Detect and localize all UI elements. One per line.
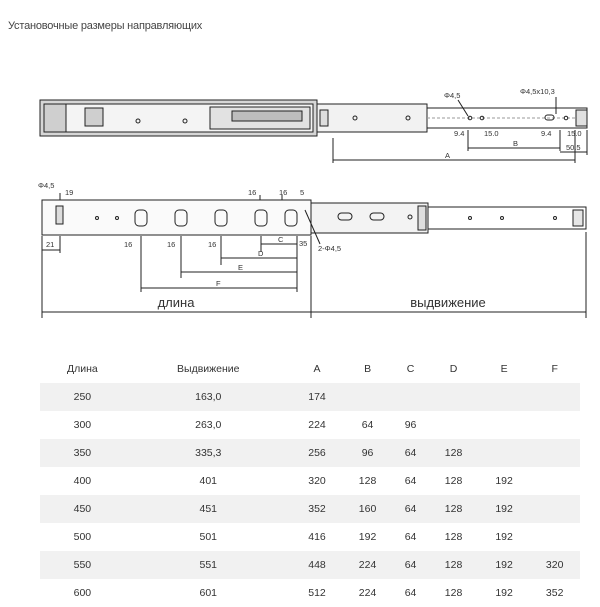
dim-b-label: B bbox=[513, 139, 519, 148]
table-cell: 192 bbox=[495, 531, 513, 543]
table-cell: 96 bbox=[404, 419, 417, 431]
table-cell: 128 bbox=[444, 447, 463, 459]
table-cell bbox=[428, 411, 479, 439]
table-cell: 64 bbox=[404, 475, 417, 487]
table-cell: 551 bbox=[199, 559, 218, 571]
table-cell: 450 bbox=[73, 503, 92, 515]
extension-label: выдвижение bbox=[410, 295, 486, 310]
table-cell: 352 bbox=[308, 503, 326, 515]
dim-5: 5 bbox=[300, 188, 305, 197]
dim-9-4-a: 9.4 bbox=[454, 129, 465, 138]
rail-stop bbox=[320, 110, 328, 126]
table-cell: 64 bbox=[404, 587, 417, 599]
dim-16-b: 16 bbox=[279, 188, 288, 197]
table-cell: 192 bbox=[495, 587, 513, 599]
left-hole-label: Φ4,5 bbox=[38, 181, 55, 190]
table-cell: 64 bbox=[404, 559, 417, 571]
rail-extension-side bbox=[428, 207, 586, 229]
dim-9-4-b: 9.4 bbox=[541, 129, 552, 138]
table-cell bbox=[428, 383, 479, 411]
header-extension: Выдвижение bbox=[177, 363, 240, 375]
table-cell: 250 bbox=[73, 391, 92, 403]
dim-16-e: 16 bbox=[208, 240, 217, 249]
right-holes-label: 2-Φ4,5 bbox=[318, 244, 342, 253]
table-cell bbox=[393, 383, 428, 411]
dim-35: 35 bbox=[299, 239, 308, 248]
table-cell: 320 bbox=[545, 559, 564, 571]
table-cell bbox=[529, 439, 580, 467]
table-row bbox=[40, 439, 580, 467]
table-cell: 501 bbox=[199, 531, 218, 543]
slot-dimension-label: Φ4,5x10,3 bbox=[520, 87, 555, 96]
rail-middle-side bbox=[311, 203, 428, 233]
table-cell: 401 bbox=[199, 475, 218, 487]
table-cell: 300 bbox=[73, 419, 92, 431]
dim-16-d: 16 bbox=[167, 240, 176, 249]
table-cell: 192 bbox=[495, 559, 513, 571]
table-row bbox=[40, 523, 580, 551]
header-c: C bbox=[406, 363, 415, 375]
table-cell bbox=[342, 383, 393, 411]
dim-e-label: E bbox=[238, 263, 244, 272]
table-cell: 64 bbox=[404, 503, 417, 515]
table-cell: 400 bbox=[73, 475, 92, 487]
table-cell: 256 bbox=[308, 447, 326, 459]
table-cell: 500 bbox=[73, 531, 92, 543]
table-cell: 416 bbox=[308, 531, 326, 543]
table-header-row bbox=[40, 355, 580, 383]
table-cell bbox=[529, 523, 580, 551]
length-label: длина bbox=[157, 295, 195, 310]
table-cell: 224 bbox=[358, 587, 377, 599]
table-cell: 128 bbox=[358, 475, 377, 487]
table-cell: 163,0 bbox=[195, 391, 222, 403]
table-cell bbox=[479, 439, 530, 467]
dim-c-label: C bbox=[278, 235, 284, 244]
header-e: E bbox=[500, 363, 508, 375]
table-cell: 600 bbox=[73, 587, 92, 599]
table-cell: 128 bbox=[444, 475, 463, 487]
header-f: F bbox=[551, 363, 558, 375]
rail-outer-side bbox=[42, 200, 311, 235]
rail-ball-cage bbox=[85, 108, 103, 126]
table-cell bbox=[529, 467, 580, 495]
dim-50-5: 50.5 bbox=[566, 143, 581, 152]
table-cell: 128 bbox=[444, 531, 463, 543]
table-cell: 350 bbox=[73, 447, 92, 459]
table-cell: 550 bbox=[73, 559, 92, 571]
table-cell: 192 bbox=[358, 531, 377, 543]
table-cell: 192 bbox=[495, 503, 513, 515]
dim-a-label: A bbox=[445, 151, 451, 160]
table-row bbox=[40, 411, 580, 439]
table-cell: 601 bbox=[199, 587, 218, 599]
table-cell: 192 bbox=[495, 475, 513, 487]
table-cell: 128 bbox=[444, 587, 463, 599]
table-row bbox=[40, 495, 580, 523]
dim-15-a: 15.0 bbox=[484, 129, 499, 138]
dimensions-table bbox=[40, 355, 580, 607]
table-cell: 335,3 bbox=[195, 447, 222, 459]
page-title: Установочные размеры направляющих bbox=[8, 20, 203, 32]
table-row bbox=[40, 383, 580, 411]
rail-slot bbox=[232, 111, 302, 121]
dim-21: 21 bbox=[46, 240, 55, 249]
table-cell: 64 bbox=[361, 419, 374, 431]
table-cell bbox=[529, 383, 580, 411]
header-length: Длина bbox=[67, 363, 98, 375]
table-cell bbox=[529, 411, 580, 439]
table-cell bbox=[479, 383, 530, 411]
dim-16-a: 16 bbox=[248, 188, 257, 197]
table-cell bbox=[479, 411, 530, 439]
dim-d-label: D bbox=[258, 249, 264, 258]
dim-19: 19 bbox=[65, 188, 74, 197]
table-cell: 174 bbox=[308, 391, 326, 403]
table-cell bbox=[529, 495, 580, 523]
dim-f-label: F bbox=[216, 279, 221, 288]
table-cell: 320 bbox=[308, 475, 326, 487]
table-row bbox=[40, 551, 580, 579]
table-cell: 96 bbox=[361, 447, 374, 459]
dim-16-c: 16 bbox=[124, 240, 133, 249]
table-cell: 224 bbox=[358, 559, 377, 571]
header-a: A bbox=[313, 363, 321, 375]
table-cell: 160 bbox=[358, 503, 377, 515]
rail-end-cap bbox=[44, 104, 66, 132]
table-cell: 263,0 bbox=[195, 419, 222, 431]
table-cell: 451 bbox=[199, 503, 218, 515]
table-cell: 128 bbox=[444, 559, 463, 571]
table-row bbox=[40, 467, 580, 495]
header-d: D bbox=[449, 363, 458, 375]
table-cell: 352 bbox=[545, 587, 564, 599]
dim-15-b: 15.0 bbox=[567, 129, 582, 138]
hole-diameter-label: Φ4,5 bbox=[444, 91, 461, 100]
table-cell: 128 bbox=[444, 503, 463, 515]
table-cell: 64 bbox=[404, 531, 417, 543]
table-cell: 64 bbox=[404, 447, 417, 459]
table-row bbox=[40, 579, 580, 607]
rail-tip bbox=[576, 110, 587, 126]
table-cell: 512 bbox=[308, 587, 326, 599]
table-cell: 448 bbox=[308, 559, 326, 571]
table-cell: 224 bbox=[308, 419, 326, 431]
header-b: B bbox=[364, 363, 372, 375]
